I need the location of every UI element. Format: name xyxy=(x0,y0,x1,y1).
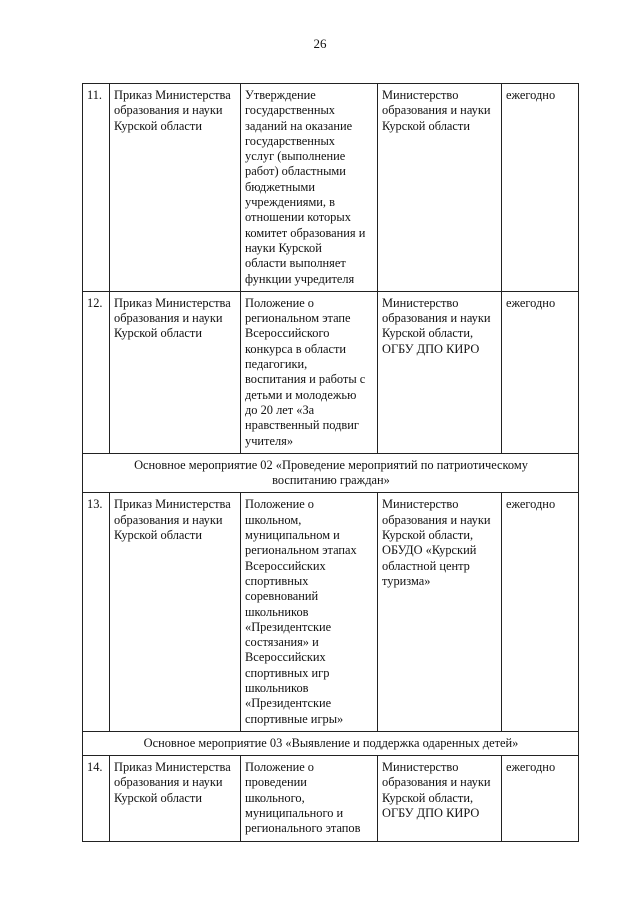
table-row xyxy=(83,756,579,841)
documents-table xyxy=(82,83,579,842)
section-row xyxy=(83,731,579,755)
document-type: Приказ Министерства образования и науки Курской области xyxy=(110,291,241,453)
row-number: 12. xyxy=(83,291,110,453)
row-number: 13. xyxy=(83,493,110,731)
executor: Министерство образования и науки Курской области, ОГБУ ДПО КИРО xyxy=(378,291,502,453)
document-title: Положение о школьном, муниципальном и региональном этапах Всероссийских спортивных соревнований школьников «Президентские состязания» и Всероссийских спортивных игр школьников «Президентские спортивные игры» xyxy=(241,493,378,731)
document-type: Приказ Министерства образования и науки Курской области xyxy=(110,756,241,841)
executor: Министерство образования и науки Курской области, ОБУДО «Курский областной центр туризма» xyxy=(378,493,502,731)
period: ежегодно xyxy=(502,84,579,292)
document-type: Приказ Министерства образования и науки Курской области xyxy=(110,84,241,292)
table-row xyxy=(83,291,579,453)
section-row xyxy=(83,453,579,493)
section-heading: Основное мероприятие 02 «Проведение мероприятий по патриотическому воспитанию граждан» xyxy=(83,453,579,493)
table-row xyxy=(83,493,579,731)
document-title: Положение о региональном этапе Всероссийского конкурса в области педагогики, воспитания и работы с детьми и молодежью до 20 лет «За нравственный подвиг учителя» xyxy=(241,291,378,453)
row-number: 14. xyxy=(83,756,110,841)
section-heading: Основное мероприятие 03 «Выявление и поддержка одаренных детей» xyxy=(83,731,579,755)
executor: Министерство образования и науки Курской области xyxy=(378,84,502,292)
period: ежегодно xyxy=(502,291,579,453)
page-number: 26 xyxy=(313,36,327,51)
document-title: Утверждение государственных заданий на оказание государственных услуг (выполнение работ) областными бюджетными учреждениями, в отношении которых комитет образования и науки Курской области выполняет функции учредителя xyxy=(241,84,378,292)
table-row xyxy=(83,84,579,292)
document-title: Положение о проведении школьного, муниципального и регионального этапов xyxy=(241,756,378,841)
period: ежегодно xyxy=(502,493,579,731)
document-type: Приказ Министерства образования и науки Курской области xyxy=(110,493,241,731)
executor: Министерство образования и науки Курской области, ОГБУ ДПО КИРО xyxy=(378,756,502,841)
row-number: 11. xyxy=(83,84,110,292)
period: ежегодно xyxy=(502,756,579,841)
